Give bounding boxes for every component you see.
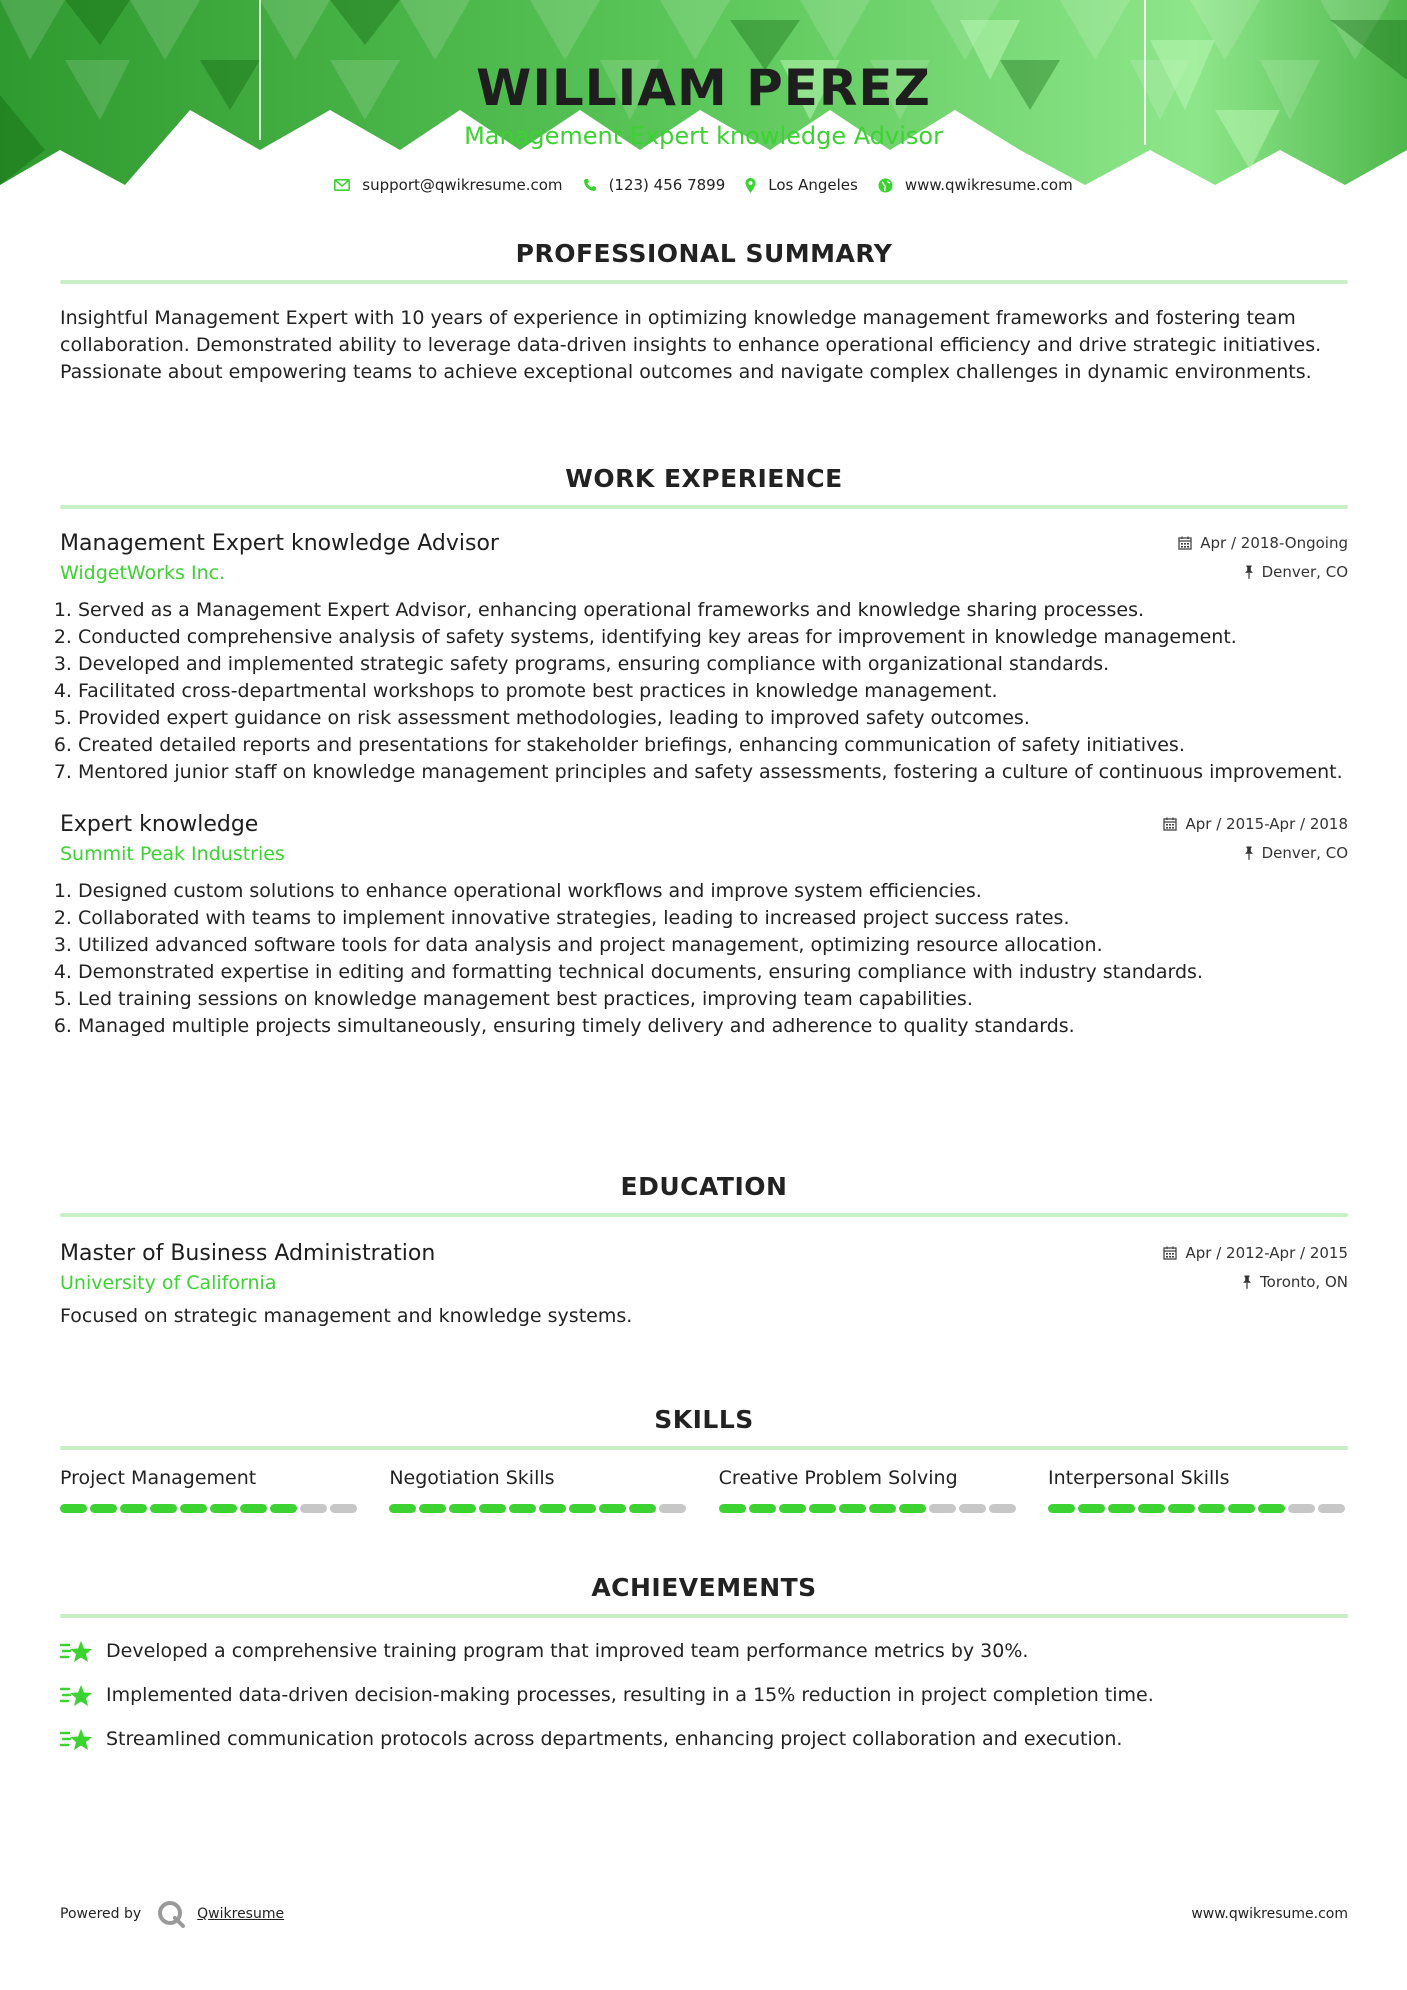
experience-section bbox=[60, 462, 1348, 1040]
star-icon bbox=[60, 1727, 94, 1753]
achievements-list bbox=[60, 1638, 1348, 1753]
skill-item bbox=[389, 1464, 689, 1513]
section-divider bbox=[60, 1446, 1348, 1450]
skill-segment-filled bbox=[90, 1504, 117, 1513]
envelope-icon bbox=[334, 179, 350, 191]
date-range: Apr / 2018-Ongoing bbox=[1200, 534, 1348, 552]
skills-grid bbox=[60, 1464, 1348, 1513]
education-dates bbox=[1163, 1244, 1348, 1262]
company-name: Summit Peak Industries bbox=[60, 843, 285, 865]
date-range: Apr / 2015-Apr / 2018 bbox=[1185, 815, 1348, 833]
achievements-section bbox=[60, 1571, 1348, 1770]
job-title: Expert knowledge bbox=[60, 812, 259, 837]
job-title: Management Expert knowledge Advisor bbox=[60, 531, 499, 556]
contact-website[interactable] bbox=[878, 176, 1073, 194]
globe-icon bbox=[878, 178, 893, 193]
list-item: 5. Led training sessions on knowledge management best practices, improving team capabilities. bbox=[78, 986, 1348, 1013]
skill-segment-filled bbox=[809, 1504, 836, 1513]
skill-segment-empty bbox=[1288, 1504, 1315, 1513]
skill-segment-filled bbox=[150, 1504, 177, 1513]
list-item: 4. Demonstrated expertise in editing and formatting technical documents, ensuring compliance with industry standards. bbox=[78, 959, 1348, 986]
map-marker-icon bbox=[745, 178, 756, 193]
education-description: Focused on strategic management and knowledge systems. bbox=[60, 1305, 633, 1327]
summary-heading: PROFESSIONAL SUMMARY bbox=[515, 239, 893, 268]
skill-segment-filled bbox=[629, 1504, 656, 1513]
skill-segment-filled bbox=[479, 1504, 506, 1513]
job-entry bbox=[60, 810, 1348, 1040]
list-item: 3. Utilized advanced software tools for data analysis and project management, optimizing resource allocation. bbox=[78, 932, 1348, 959]
list-item: 2. Collaborated with teams to implement innovative strategies, leading to increased project success rates. bbox=[78, 905, 1348, 932]
powered-by-label: Powered by bbox=[60, 1906, 142, 1922]
summary-section bbox=[60, 237, 1348, 386]
skill-segment-filled bbox=[509, 1504, 536, 1513]
location-text: Denver, CO bbox=[1261, 563, 1348, 581]
section-divider bbox=[60, 1213, 1348, 1217]
skill-segment-filled bbox=[1258, 1504, 1285, 1513]
skill-segment-empty bbox=[989, 1504, 1016, 1513]
pin-icon bbox=[1242, 1275, 1252, 1289]
skill-name: Creative Problem Solving bbox=[718, 1467, 958, 1489]
skill-segment-filled bbox=[270, 1504, 297, 1513]
achievement-text: Developed a comprehensive training program that improved team performance metrics by 30%. bbox=[106, 1640, 1029, 1662]
skill-segment-filled bbox=[749, 1504, 776, 1513]
list-item: 6. Managed multiple projects simultaneously, ensuring timely delivery and adherence to quality standards. bbox=[78, 1013, 1348, 1040]
skill-segment-filled bbox=[1108, 1504, 1135, 1513]
skill-segment-filled bbox=[779, 1504, 806, 1513]
achievements-heading: ACHIEVEMENTS bbox=[591, 1573, 817, 1602]
skill-segment-filled bbox=[1048, 1504, 1075, 1513]
job-location bbox=[1244, 844, 1348, 862]
list-item: 2. Conducted comprehensive analysis of safety systems, identifying key areas for improvement in knowledge management. bbox=[78, 624, 1348, 651]
job-entry bbox=[60, 529, 1348, 786]
list-item bbox=[60, 1638, 1348, 1665]
brand-link[interactable]: Qwikresume bbox=[197, 1906, 285, 1922]
calendar-icon bbox=[1163, 817, 1177, 831]
skill-segment-filled bbox=[210, 1504, 237, 1513]
job-dates bbox=[1178, 534, 1348, 552]
list-item: 7. Mentored junior staff on knowledge management principles and safety assessments, fostering a culture of continuous improvement. bbox=[78, 759, 1348, 786]
list-item: 1. Served as a Management Expert Advisor, enhancing operational frameworks and knowledge sharing processes. bbox=[78, 597, 1348, 624]
skill-segment-filled bbox=[569, 1504, 596, 1513]
list-item: 3. Developed and implemented strategic safety programs, ensuring compliance with organizational standards. bbox=[78, 651, 1348, 678]
skill-level-bar bbox=[719, 1504, 1019, 1513]
contact-phone[interactable] bbox=[583, 176, 726, 194]
achievement-text: Streamlined communication protocols across departments, enhancing project collaboration and execution. bbox=[106, 1728, 1123, 1750]
page-footer bbox=[60, 1900, 1348, 1928]
email-text: support@qwikresume.com bbox=[362, 176, 563, 194]
skill-segment-empty bbox=[929, 1504, 956, 1513]
summary-text: Insightful Management Expert with 10 years of experience in optimizing knowledge management frameworks and fostering team collaboration. Demonstrated ability to leverage data-driven insights to enhance operational efficiency and drive strategic initiatives. Passionate about empowering teams to achieve exceptional outcomes and navigate complex challenges in dynamic environments. bbox=[60, 307, 1322, 383]
skill-name: Negotiation Skills bbox=[389, 1467, 555, 1489]
skill-name: Project Management bbox=[60, 1467, 257, 1489]
list-item: 5. Provided expert guidance on risk assessment methodologies, leading to improved safety outcomes. bbox=[78, 705, 1348, 732]
skill-segment-filled bbox=[839, 1504, 866, 1513]
skill-segment-filled bbox=[449, 1504, 476, 1513]
contact-email[interactable] bbox=[334, 176, 562, 194]
skill-item bbox=[1048, 1464, 1348, 1513]
list-item: 4. Facilitated cross-departmental workshops to promote best practices in knowledge management. bbox=[78, 678, 1348, 705]
skill-segment-filled bbox=[1198, 1504, 1225, 1513]
pin-icon bbox=[1244, 565, 1254, 579]
section-divider bbox=[60, 280, 1348, 284]
skill-segment-filled bbox=[120, 1504, 147, 1513]
list-item: 6. Created detailed reports and presentations for stakeholder briefings, enhancing communication of safety initiatives. bbox=[78, 732, 1348, 759]
skill-segment-filled bbox=[60, 1504, 87, 1513]
candidate-role: Management Expert knowledge Advisor bbox=[464, 122, 943, 150]
skill-segment-empty bbox=[659, 1504, 686, 1513]
calendar-icon bbox=[1178, 536, 1192, 550]
pin-icon bbox=[1244, 846, 1254, 860]
skills-heading: SKILLS bbox=[654, 1405, 754, 1434]
skill-segment-filled bbox=[539, 1504, 566, 1513]
degree-title: Master of Business Administration bbox=[60, 1241, 436, 1266]
skill-segment-filled bbox=[180, 1504, 207, 1513]
skill-item bbox=[60, 1464, 360, 1513]
education-heading: EDUCATION bbox=[620, 1172, 788, 1201]
list-item: 1. Designed custom solutions to enhance operational workflows and improve system efficiencies. bbox=[78, 878, 1348, 905]
skill-segment-empty bbox=[300, 1504, 327, 1513]
section-divider bbox=[60, 1614, 1348, 1618]
job-dates bbox=[1163, 815, 1348, 833]
skill-segment-filled bbox=[719, 1504, 746, 1513]
skill-segment-filled bbox=[389, 1504, 416, 1513]
location-text: Toronto, ON bbox=[1260, 1273, 1348, 1291]
date-range: Apr / 2012-Apr / 2015 bbox=[1185, 1244, 1348, 1262]
location-text: Denver, CO bbox=[1261, 844, 1348, 862]
school-name: University of California bbox=[60, 1272, 277, 1294]
location-text: Los Angeles bbox=[768, 176, 858, 194]
phone-icon bbox=[583, 178, 597, 192]
skill-segment-filled bbox=[1138, 1504, 1165, 1513]
list-item bbox=[60, 1682, 1348, 1709]
skill-level-bar bbox=[1048, 1504, 1348, 1513]
skill-segment-filled bbox=[419, 1504, 446, 1513]
star-icon bbox=[60, 1639, 94, 1665]
skill-segment-filled bbox=[240, 1504, 267, 1513]
experience-heading: WORK EXPERIENCE bbox=[565, 464, 843, 493]
skills-section bbox=[60, 1403, 1348, 1513]
skill-segment-filled bbox=[869, 1504, 896, 1513]
contact-bar bbox=[0, 172, 1407, 198]
skill-segment-filled bbox=[1168, 1504, 1195, 1513]
candidate-name: WILLIAM PEREZ bbox=[476, 59, 931, 117]
skill-name: Interpersonal Skills bbox=[1047, 1467, 1230, 1489]
calendar-icon bbox=[1163, 1246, 1177, 1260]
list-item bbox=[60, 1726, 1348, 1753]
phone-text: (123) 456 7899 bbox=[608, 176, 726, 194]
website-text: www.qwikresume.com bbox=[904, 176, 1073, 194]
skill-segment-filled bbox=[1228, 1504, 1255, 1513]
section-divider bbox=[60, 505, 1348, 509]
skill-segment-empty bbox=[330, 1504, 357, 1513]
skill-segment-filled bbox=[1078, 1504, 1105, 1513]
education-location bbox=[1242, 1273, 1348, 1291]
education-section bbox=[60, 1170, 1348, 1330]
company-name: WidgetWorks Inc. bbox=[60, 562, 226, 584]
skill-segment-filled bbox=[899, 1504, 926, 1513]
skill-segment-filled bbox=[599, 1504, 626, 1513]
skill-item bbox=[719, 1464, 1019, 1513]
skill-segment-empty bbox=[1318, 1504, 1345, 1513]
contact-location bbox=[745, 176, 858, 194]
skill-level-bar bbox=[60, 1504, 360, 1513]
footer-website[interactable]: www.qwikresume.com bbox=[1191, 1906, 1348, 1922]
duties-list bbox=[60, 878, 1348, 1040]
achievement-text: Implemented data-driven decision-making processes, resulting in a 15% reduction in project completion time. bbox=[106, 1684, 1154, 1706]
qwikresume-logo-icon bbox=[157, 1900, 187, 1928]
skill-segment-empty bbox=[959, 1504, 986, 1513]
skill-level-bar bbox=[389, 1504, 689, 1513]
job-location bbox=[1244, 563, 1348, 581]
star-icon bbox=[60, 1683, 94, 1709]
duties-list bbox=[60, 597, 1348, 786]
